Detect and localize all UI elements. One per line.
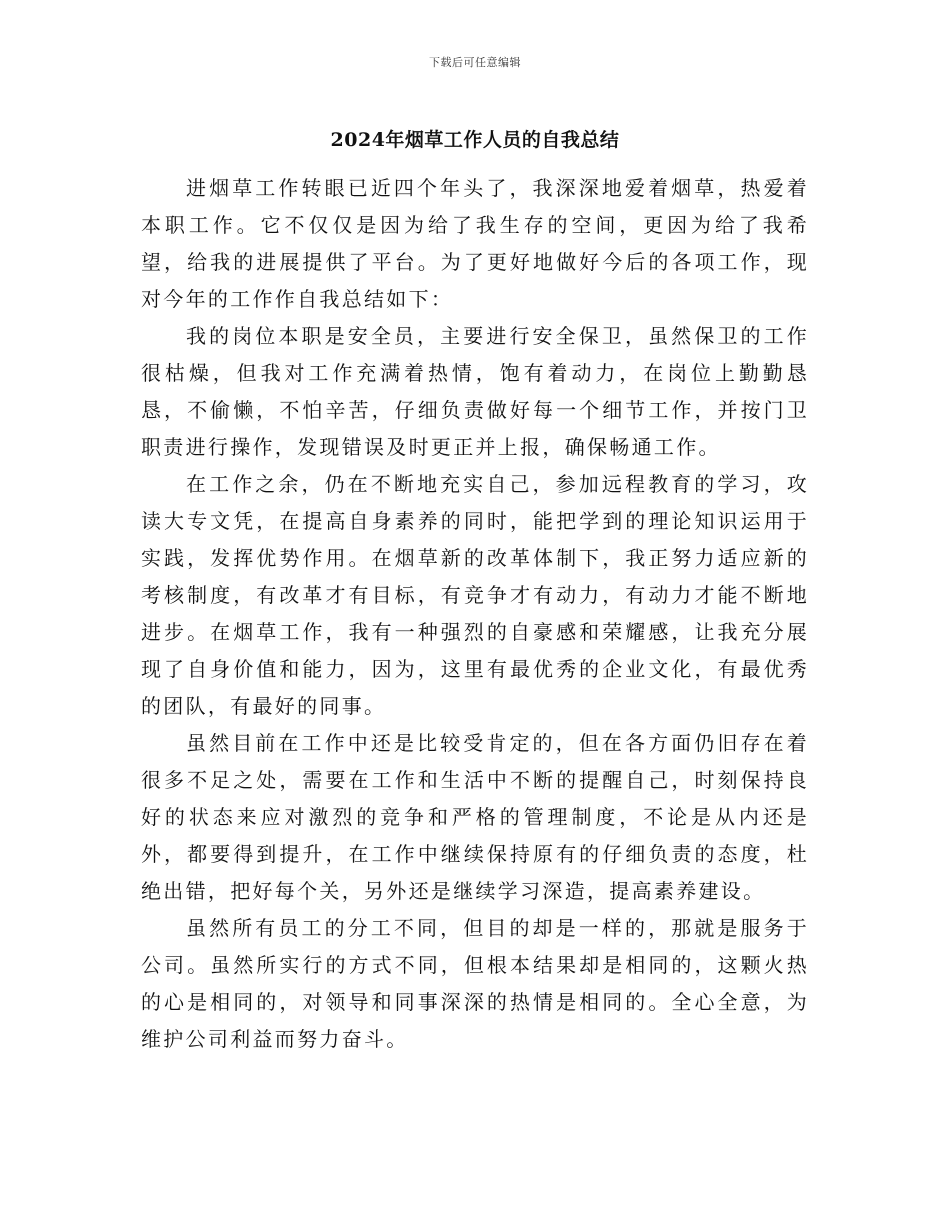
- paragraph-5: 虽然所有员工的分工不同，但目的却是一样的，那就是服务于公司。虽然所实行的方式不同，但根本结果却是相同的，这颗火热的心是相同的，对领导和同事深深的热情是相同的。全心全意，为维护公司利益而努力奋斗。: [141, 916, 809, 1051]
- paragraph-1: 进烟草工作转眼已近四个年头了，我深深地爱着烟草，热爱着本职工作。它不仅仅是因为给了我生存的空间，更因为给了我希望，给我的进展提供了平台。为了更好地做好今后的各项工作，现对今年的工作作自我总结如下：: [141, 176, 809, 311]
- document-body: [141, 170, 809, 1058]
- header-note: 下载后可任意编辑: [429, 56, 521, 69]
- document-title: 2024年烟草工作人员的自我总结: [330, 129, 620, 151]
- paragraph-3: 在工作之余，仍在不断地充实自己，参加远程教育的学习，攻读大专文凭，在提高自身素养的同时，能把学到的理论知识运用于实践，发挥优势作用。在烟草新的改革体制下，我正努力适应新的考核制度，有改革才有目标，有竞争才有动力，有动力才能不断地进步。在烟草工作，我有一种强烈的自豪感和荣耀感，让我充分展现了自身价值和能力，因为，这里有最优秀的企业文化，有最优秀的团队，有最好的同事。: [141, 472, 809, 718]
- paragraph-2: 我的岗位本职是安全员，主要进行安全保卫，虽然保卫的工作很枯燥，但我对工作充满着热情，饱有着动力，在岗位上勤勤恳恳，不偷懒，不怕辛苦，仔细负责做好每一个细节工作，并按门卫职责进行操作，发现错误及时更正并上报，确保畅通工作。: [141, 324, 809, 459]
- paragraph-4: 虽然目前在工作中还是比较受肯定的，但在各方面仍旧存在着很多不足之处，需要在工作和生活中不断的提醒自己，时刻保持良好的状态来应对激烈的竞争和严格的管理制度，不论是从内还是外，都要得到提升，在工作中继续保持原有的仔细负责的态度，杜绝出错，把好每个关，另外还是继续学习深造，提高素养建设。: [141, 731, 809, 903]
